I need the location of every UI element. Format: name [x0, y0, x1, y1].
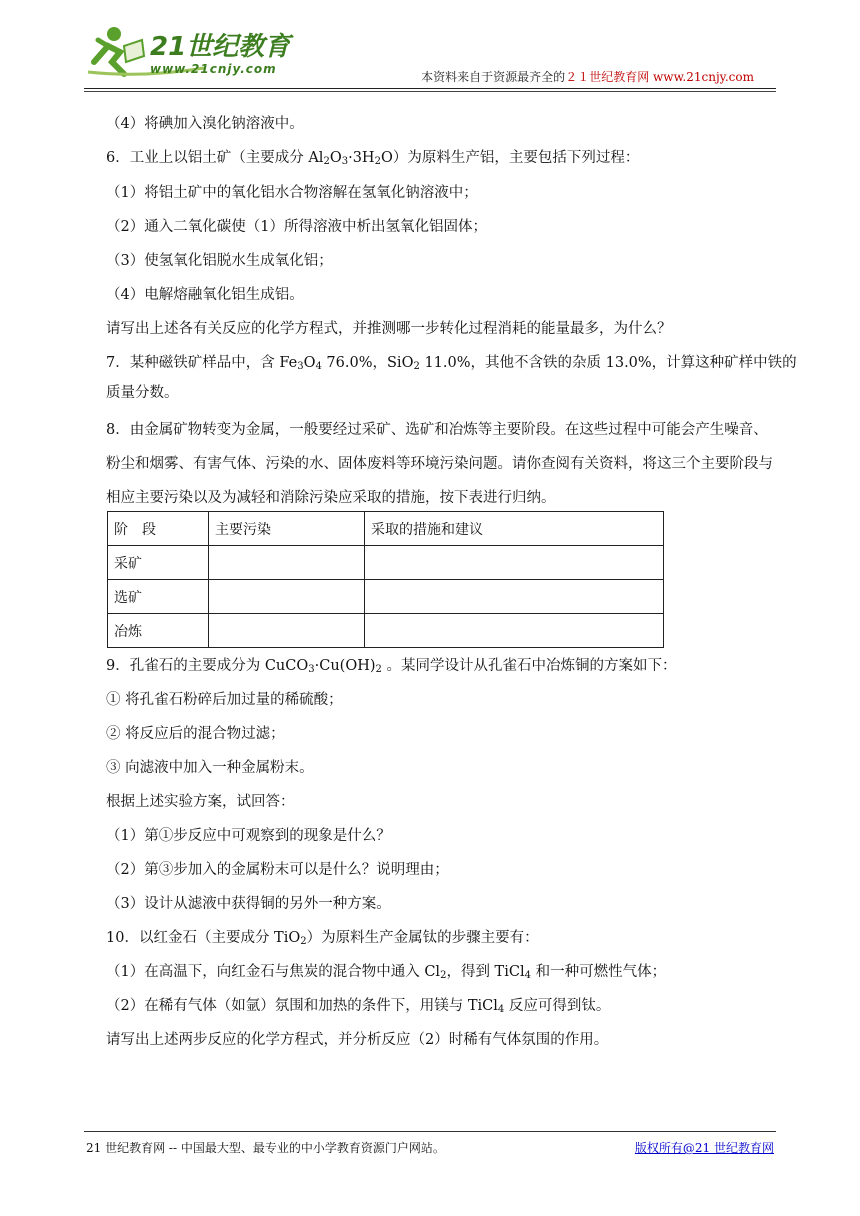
q10-intro: 10．以红金石（主要成分 TiO$_2$）为原料生产金属钛的步骤主要有：	[106, 930, 539, 947]
table-cell-measures	[365, 614, 664, 648]
header-divider	[84, 88, 776, 89]
header-note	[421, 68, 754, 85]
table-row	[108, 546, 664, 580]
q6-step-1: （1）将铝土矿中的氧化铝水合物溶解在氢氧化钠溶液中；	[106, 185, 478, 201]
table-header-pollution: 主要污染	[209, 512, 365, 546]
table-header-measures: 采取的措施和建议	[365, 512, 664, 546]
header-divider-thin	[84, 91, 776, 92]
table-cell-measures	[365, 546, 664, 580]
q10-step-2: （2）在稀有气体（如氩）氛围和加热的条件下，用镁与 TiCl$_4$ 反应可得到钛。	[106, 998, 611, 1015]
footer-divider	[84, 1131, 776, 1132]
site-logo	[84, 22, 314, 86]
q6-question: 请写出上述各有关反应的化学方程式，并推测哪一步转化过程消耗的能量最多，为什么？	[106, 321, 672, 337]
q6-step-2: （2）通入二氧化碳使（1）所得溶液中析出氢氧化铝固体；	[106, 219, 487, 235]
q6-step-3: （3）使氢氧化铝脱水生成氧化铝；	[106, 253, 333, 269]
table-cell-measures	[365, 580, 664, 614]
q9-step-2: ② 将反应后的混合物过滤；	[106, 726, 285, 742]
header-note-site: ２１世纪教育网	[565, 70, 650, 84]
q10-step-1: （1）在高温下，向红金石与焦炭的混合物中通入 $Cl_2$，得到 TiCl$_4$ 和一种可燃性气体；	[106, 964, 667, 981]
table-header-row	[108, 512, 664, 546]
header-note-prefix: 本资料来自于资源最齐全的	[421, 70, 566, 84]
q7-line-2: 质量分数。	[106, 385, 179, 401]
q10-question: 请写出上述两步反应的化学方程式，并分析反应（2）时稀有气体氛围的作用。	[106, 1032, 609, 1048]
q9-prompt: 根据上述实验方案，试回答：	[106, 794, 295, 810]
header-note-url[interactable]: www.21cnjy.com	[653, 70, 754, 84]
table-row	[108, 580, 664, 614]
table-cell-pollution	[209, 614, 365, 648]
q8-line-2: 粉尘和烟雾、有害气体、污染的水、固体废料等环境污染问题。请你查阅有关资料，将这三个主要阶段与	[106, 456, 773, 472]
q7-line-1: 7．某种磁铁矿样品中，含 $Fe_3O_4$ 76.0%，SiO$_2$ 11.0%，其他不含铁的杂质 13.0%，计算这种矿样中铁的	[106, 355, 797, 372]
q9-step-1: ① 将孔雀石粉碎后加过量的稀硫酸；	[106, 692, 343, 708]
table-row	[108, 614, 664, 648]
q6-step-4: （4）电解熔融氧化铝生成铝。	[106, 287, 304, 303]
footer-copyright-link[interactable]: 版权所有@21 世纪教育网	[634, 1141, 774, 1155]
q5-item-4: （4）将碘加入溴化钠溶液中。	[106, 116, 304, 132]
pollution-table	[107, 511, 664, 648]
logo-url: www.21cnjy.com	[150, 62, 277, 76]
q8-line-3: 相应主要污染以及为减轻和消除污染应采取的措施，按下表进行归纳。	[106, 490, 556, 506]
table-cell-stage: 采矿	[108, 546, 209, 580]
table-cell-stage: 选矿	[108, 580, 209, 614]
q9-step-3: ③ 向滤液中加入一种金属粉末。	[106, 760, 314, 776]
table-cell-pollution	[209, 580, 365, 614]
footer-site-description: 21 世纪教育网 -- 中国最大型、最专业的中小学教育资源门户网站。	[86, 1141, 445, 1155]
q9-question-1: （1）第①步反应中可观察到的现象是什么？	[106, 828, 391, 844]
table-header-stage: 阶 段	[108, 512, 209, 546]
table-cell-stage: 冶炼	[108, 614, 209, 648]
q6-intro: 6．工业上以铝土矿（主要成分 $Al_2O_3\cdot 3H_2O$）为原料生产铝，主要包括下列过程：	[106, 150, 640, 167]
q9-question-3: （3）设计从滤液中获得铜的另外一种方案。	[106, 896, 391, 912]
q8-line-1: 8．由金属矿物转变为金属，一般要经过采矿、选矿和冶炼等主要阶段。在这些过程中可能会产生噪音、	[106, 422, 768, 438]
q9-intro: 9．孔雀石的主要成分为 $CuCO_3\cdot Cu(OH)_2$ 。某同学设计从孔雀石中冶炼铜的方案如下：	[106, 658, 677, 675]
table-cell-pollution	[209, 546, 365, 580]
logo-text: 21世纪教育	[150, 32, 291, 62]
q9-question-2: （2）第③步加入的金属粉末可以是什么？说明理由；	[106, 862, 449, 878]
